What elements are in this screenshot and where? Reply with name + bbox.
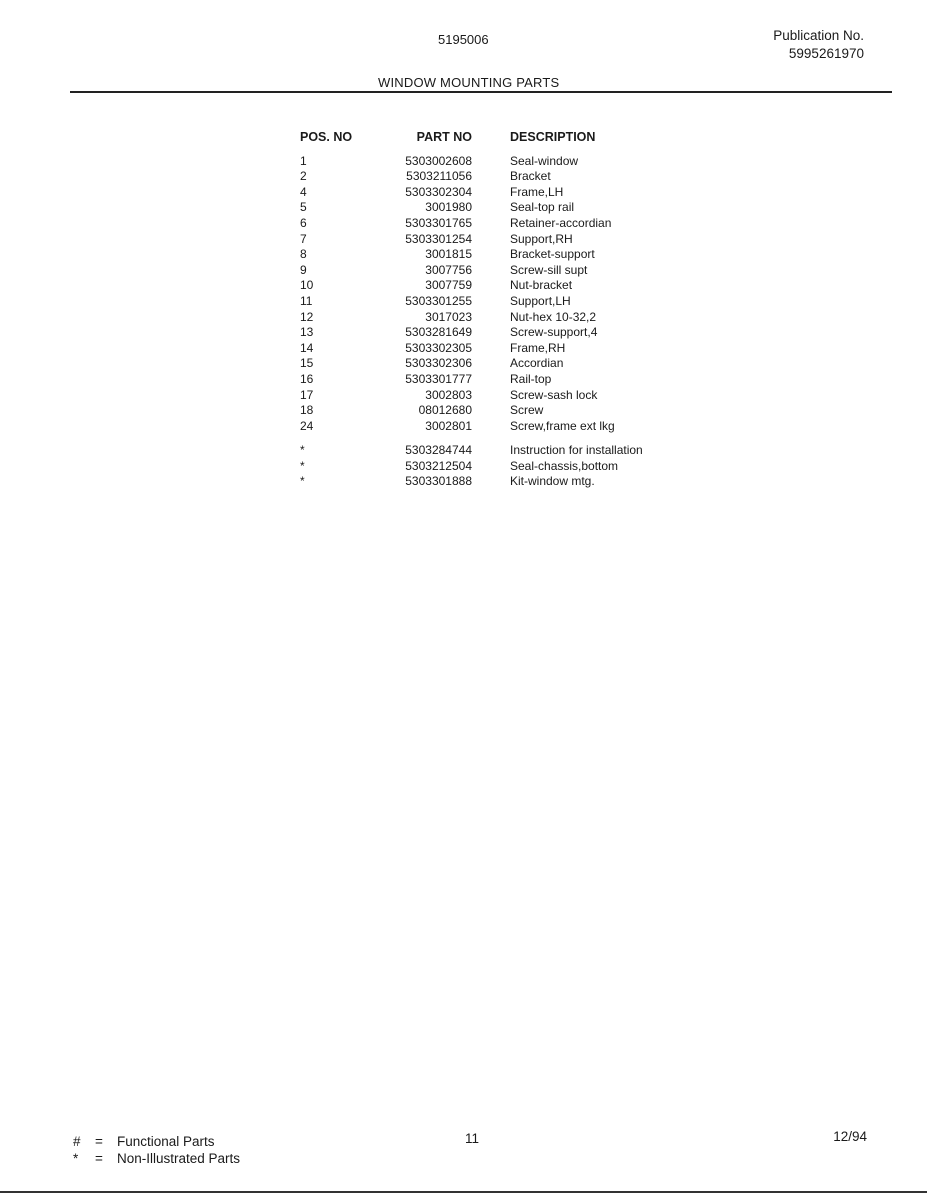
description-cell: Support,LH <box>510 293 571 308</box>
pos-cell: 7 <box>300 231 307 246</box>
table-row <box>300 216 710 232</box>
description-cell: Frame,LH <box>510 184 564 199</box>
description-cell: Retainer-accordian <box>510 215 612 230</box>
pos-cell: 5 <box>300 200 307 215</box>
table-row <box>300 263 710 279</box>
column-header-pos: POS. NO <box>300 130 353 144</box>
parts-table <box>300 130 710 490</box>
table-header <box>300 130 710 146</box>
table-row <box>300 341 710 357</box>
model-number: 5195006 <box>438 32 489 47</box>
pos-cell: 4 <box>300 184 307 199</box>
legend-equals: = <box>95 1151 103 1166</box>
description-cell: Screw-sill supt <box>510 262 588 277</box>
description-cell: Screw-sash lock <box>510 387 598 402</box>
part-number-cell: 5303302304 <box>405 184 472 199</box>
part-number-cell: 3007756 <box>425 262 472 277</box>
description-cell: Frame,RH <box>510 340 566 355</box>
part-number-cell: 3017023 <box>425 309 472 324</box>
description-cell: Support,RH <box>510 231 573 246</box>
part-number-cell: 3007759 <box>425 278 472 293</box>
pos-cell: * <box>300 474 305 489</box>
table-spacer <box>300 434 710 443</box>
table-row <box>300 474 710 490</box>
description-cell: Nut-bracket <box>510 278 573 293</box>
description-cell: Bracket <box>510 169 551 184</box>
part-number-cell: 08012680 <box>418 403 472 418</box>
pos-cell: 15 <box>300 356 314 371</box>
title-divider <box>70 91 892 93</box>
description-cell: Nut-hex 10-32,2 <box>510 309 597 324</box>
column-header-description: DESCRIPTION <box>510 130 596 144</box>
part-number-cell: 5303212504 <box>405 458 472 473</box>
table-row <box>300 419 710 435</box>
description-cell: Screw-support,4 <box>510 325 598 340</box>
legend-equals: = <box>95 1134 103 1149</box>
table-row <box>300 154 710 170</box>
pos-cell: 18 <box>300 403 314 418</box>
table-row <box>300 278 710 294</box>
table-row <box>300 169 710 185</box>
pos-cell: 6 <box>300 215 307 230</box>
pos-cell: 11 <box>300 293 313 308</box>
description-cell: Seal-top rail <box>510 200 575 215</box>
part-number-cell: 5303301777 <box>405 371 472 386</box>
legend-symbol: # <box>73 1134 81 1149</box>
description-cell: Accordian <box>510 356 564 371</box>
table-row <box>300 372 710 388</box>
pos-cell: 9 <box>300 262 307 277</box>
non-illustrated-rows <box>300 443 710 490</box>
part-number-cell: 5303002608 <box>405 153 472 168</box>
column-header-part: PART NO <box>416 130 472 144</box>
part-number-cell: 5303211056 <box>406 169 472 184</box>
table-row <box>300 388 710 404</box>
legend-symbol: * <box>73 1151 79 1166</box>
pos-cell: 17 <box>300 387 314 402</box>
pos-cell: 24 <box>300 418 314 433</box>
description-cell: Seal-window <box>510 153 579 168</box>
part-number-cell: 5303302305 <box>405 340 472 355</box>
description-cell: Bracket-support <box>510 247 595 262</box>
part-number-cell: 5303301254 <box>405 231 472 246</box>
pos-cell: 16 <box>300 371 314 386</box>
page-number: 11 <box>465 1131 480 1146</box>
part-number-cell: 3002801 <box>425 418 472 433</box>
pos-cell: * <box>300 443 305 458</box>
legend-row-functional <box>73 1133 240 1150</box>
part-number-cell: 3002803 <box>425 387 472 402</box>
table-body <box>300 154 710 435</box>
part-number-cell: 3001980 <box>425 200 472 215</box>
pos-cell: 12 <box>300 309 314 324</box>
table-row <box>300 459 710 475</box>
description-cell: Screw,frame ext lkg <box>510 418 615 433</box>
table-row <box>300 185 710 201</box>
legend-text: Functional Parts <box>117 1134 215 1149</box>
part-number-cell: 5303301765 <box>405 215 472 230</box>
part-number-cell: 5303301255 <box>405 293 472 308</box>
part-number-cell: 3001815 <box>425 247 472 262</box>
publication-label: Publication No. <box>773 28 864 43</box>
pos-cell: 13 <box>300 325 314 340</box>
description-cell: Rail-top <box>510 371 552 386</box>
legend-row-non-illustrated <box>73 1150 240 1167</box>
table-row <box>300 200 710 216</box>
section-title: WINDOW MOUNTING PARTS <box>378 75 560 90</box>
pos-cell: 8 <box>300 247 307 262</box>
table-row <box>300 247 710 263</box>
description-cell: Screw <box>510 403 544 418</box>
table-row <box>300 232 710 248</box>
part-number-cell: 5303301888 <box>405 474 472 489</box>
pos-cell: 14 <box>300 340 314 355</box>
description-cell: Instruction for installation <box>510 443 643 458</box>
table-row <box>300 403 710 419</box>
description-cell: Seal-chassis,bottom <box>510 458 619 473</box>
part-number-cell: 5303284744 <box>405 443 472 458</box>
publication-date: 12/94 <box>833 1129 867 1144</box>
publication-number: 5995261970 <box>788 46 864 61</box>
pos-cell: 1 <box>300 153 307 168</box>
table-row <box>300 356 710 372</box>
table-row <box>300 310 710 326</box>
description-cell: Kit-window mtg. <box>510 474 595 489</box>
legend <box>73 1133 240 1167</box>
part-number-cell: 5303281649 <box>405 325 472 340</box>
table-row <box>300 325 710 341</box>
pos-cell: 10 <box>300 278 314 293</box>
pos-cell: * <box>300 458 305 473</box>
legend-text: Non-Illustrated Parts <box>117 1151 241 1166</box>
pos-cell: 2 <box>300 169 307 184</box>
table-row <box>300 443 710 459</box>
table-row <box>300 294 710 310</box>
bottom-divider <box>0 1191 927 1193</box>
part-number-cell: 5303302306 <box>405 356 472 371</box>
